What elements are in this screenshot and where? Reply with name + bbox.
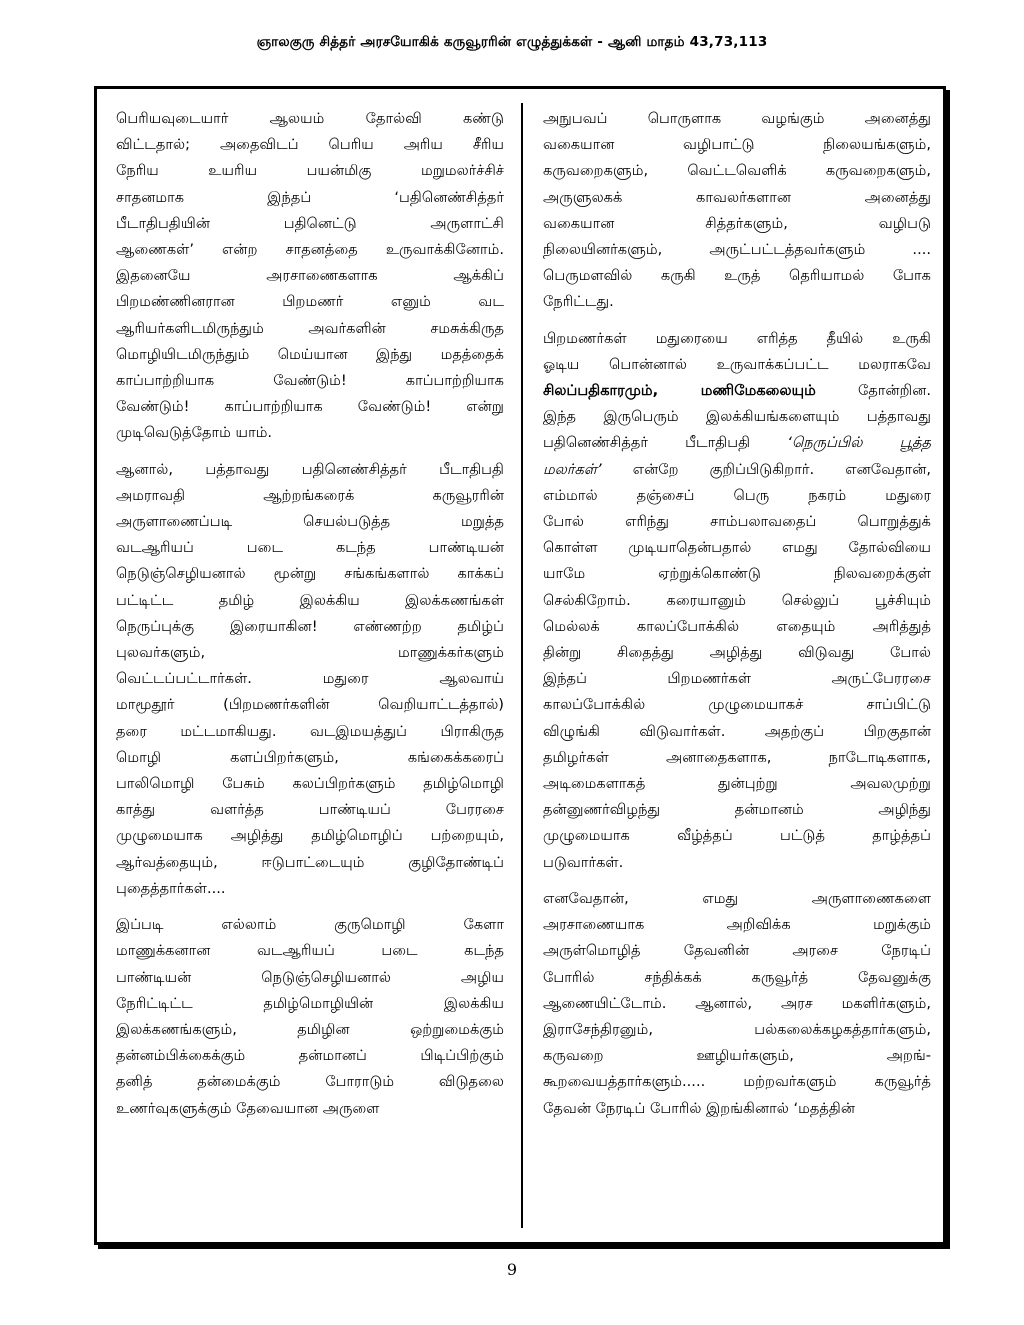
bold-title-phrase: சிலப்பதிகாரமும், மணிமேகலையும்: [543, 382, 816, 400]
paragraph-line: புலவர்களும், மாணுக்கர்களும்: [116, 644, 504, 662]
paragraph-line: நேரிய உயரிய பயன்மிகு மறுமலர்ச்சிச்: [116, 162, 504, 180]
page-frame: [94, 86, 946, 1245]
paragraph-line: மொழியிடமிருந்தும் மெய்யான இந்து மதத்தைக்: [116, 345, 504, 363]
right-paragraph-3: [543, 886, 931, 1122]
paragraph-line: இதனையே அரசாணைகளாக ஆக்கிப்: [116, 267, 504, 285]
paragraph-line: போல் எரிந்து சாம்பலாவதைப் பொறுத்துக்: [543, 513, 931, 531]
paragraph-line: கூறவையத்தார்களும்..... மற்றவர்களும் கருவூர்த்: [543, 1073, 931, 1091]
paragraph-line: தனித் தன்மைக்கும் போராடும் விடுதலை: [116, 1073, 504, 1091]
paragraph-line: அருள்மொழித் தேவனின் அரசை நேரடிப்: [543, 942, 931, 960]
paragraph-line: செல்கிறோம். கரையானும் செல்லுப் பூச்சியும்: [543, 591, 931, 609]
paragraph-line: பட்டிட்ட தமிழ் இலக்கிய இலக்கணங்கள்: [116, 591, 504, 609]
paragraph-line: காத்து வளர்த்த பாண்டியப் பேரரசை: [116, 801, 504, 819]
paragraph-line: முழுமையாக அழித்து தமிழ்மொழிப் பற்றையும்,: [116, 827, 504, 845]
paragraph-line: மொழி களப்பிறர்களும், கங்கைக்கரைப்: [116, 748, 504, 766]
paragraph-line: தின்று சிதைத்து அழித்து விடுவது போல்: [543, 644, 931, 662]
paragraph-line-with-italic: [543, 430, 931, 456]
paragraph-line: நெடுஞ்செழியனால் மூன்று சங்கங்களால் காக்கப்: [116, 565, 504, 583]
left-paragraph-1: [116, 106, 504, 447]
paragraph-line: பெரியவுடையார் ஆலயம் தோல்வி கண்டு: [116, 110, 504, 127]
paragraph-line: பிறமணர்கள் மதுரையை எரித்த தீயில் உருகி: [543, 329, 931, 347]
paragraph-line: தேவன் நேரடிப் போரில் இறங்கினால் ‘மதத்தின்: [543, 1099, 856, 1117]
paragraph-line: வடஆரியப் படை கடந்த பாண்டியன்: [116, 539, 504, 557]
paragraph-line: இந்தப் பிறமணர்கள் அருட்பேரரசை: [543, 670, 931, 688]
paragraph-line-with-bold: [543, 378, 931, 404]
paragraph-line: பிறமண்ணினரான பிறமணர் எனும் வட: [116, 293, 504, 311]
paragraph-line: விட்டதால்; அதைவிடப் பெரிய அரிய சீரிய: [116, 136, 504, 154]
paragraph-line: அமராவதி ஆற்றங்கரைக் கருவூரரின்: [116, 486, 504, 504]
running-header: ஞாலகுரு சித்தர் அரசயோகிக் கருவூரரின் எழுத்துக்கள் - ஆனி மாதம் 43,73,113: [256, 34, 768, 50]
paragraph-line: மெல்லக் காலப்போக்கில் எதையும் அரித்துத்: [543, 617, 931, 635]
paragraph-line: பாண்டியன் நெடுஞ்செழியனால் அழிய: [116, 968, 504, 986]
paragraph-line: கருவறைகளும், வெட்டவெளிக் கருவறைகளும்,: [543, 162, 931, 180]
paragraph-line-with-italic: [543, 457, 931, 483]
paragraph-line: இராசேந்திரனும், பல்கலைக்கழகத்தார்களும்,: [543, 1020, 931, 1038]
paragraph-line: முழுமையாக வீழ்த்தப் பட்டுத் தாழ்த்தப்: [543, 827, 931, 845]
paragraph-line: தன்னம்பிக்கைக்கும் தன்மானப் பிடிப்பிற்கும்: [116, 1047, 504, 1065]
paragraph-line: யாமே ஏற்றுக்கொண்டு நிலவறைக்குள்: [543, 565, 931, 583]
paragraph-line: அடிமைகளாகத் துன்புற்று அவலமுற்று: [543, 775, 931, 793]
paragraph-line: வெட்டப்பட்டார்கள். மதுரை ஆலவாய்: [116, 670, 504, 688]
paragraph-line: மாமூதூர் (பிறமணர்களின் வெறியாட்டத்தால்): [116, 696, 504, 714]
paragraph-line: ஓடிய பொன்னால் உருவாக்கப்பட்ட மலராகவே: [543, 355, 931, 373]
paragraph-line: ஆணைகள்’ என்ற சாதனத்தை உருவாக்கினோம்.: [116, 241, 504, 259]
right-paragraph-2: [543, 326, 931, 876]
paragraph-line: மாணுக்கனான வடஆரியப் படை கடந்த: [116, 942, 504, 960]
paragraph-line: முடிவெடுத்தோம் யாம்.: [116, 424, 273, 442]
paragraph-line: எம்மால் தஞ்சைப் பெரு நகரம் மதுரை: [543, 486, 931, 504]
paragraph-line: பெருமளவில் கருகி உருத் தெரியாமல் போக: [543, 267, 931, 285]
left-paragraph-3: [116, 912, 504, 1122]
paragraph-line: நெருப்புக்கு இரையாகின! எண்ணற்ற தமிழ்ப்: [116, 617, 504, 635]
paragraph-line: அருளுலகக் காவலர்களான அனைத்து: [543, 188, 931, 206]
paragraph-line: பாலிமொழி பேசும் கலப்பிறர்களும் தமிழ்மொழி: [116, 775, 504, 793]
paragraph-line: வேண்டும்! காப்பாற்றியாக வேண்டும்! என்று: [116, 398, 504, 416]
paragraph-line: ஆர்வத்தையும், ஈடுபாட்டையும் குழிதோண்டிப்: [116, 853, 504, 871]
paragraph-line: எனவேதான், எமது அருளாணைகளை: [543, 889, 931, 907]
text-fragment: தோன்றின.: [858, 382, 931, 400]
paragraph-line: விழுங்கி விடுவார்கள். அதற்குப் பிறகுதான்: [543, 722, 931, 740]
paragraph-line: அரசாணையாக அறிவிக்க மறுக்கும்: [543, 916, 931, 934]
paragraph-line: தமிழர்கள் அனாதைகளாக, நாடோடிகளாக,: [543, 748, 931, 766]
paragraph-line: இலக்கணங்களும், தமிழின ஒற்றுமைக்கும்: [116, 1020, 504, 1038]
paragraph-line: இந்த இருபெரும் இலக்கியங்களையும் பத்தாவது: [543, 408, 931, 426]
right-column: [543, 106, 931, 1132]
paragraph-line: காலப்போக்கில் முழுமையாகச் சாப்பிட்டு: [543, 696, 931, 714]
paragraph-line: கொள்ள முடியாதென்பதால் எமது தோல்வியை: [543, 539, 931, 557]
text-fragment: என்றே குறிப்பிடுகிறார். எனவேதான்,: [632, 460, 931, 478]
paragraph-line: காப்பாற்றியாக வேண்டும்! காப்பாற்றியாக: [116, 372, 504, 390]
paragraph-line: நேரிட்டிட்ட தமிழ்மொழியின் இலக்கிய: [116, 994, 504, 1012]
italic-quote-phrase: மலர்கள்’: [543, 460, 602, 478]
right-paragraph-1: [543, 106, 931, 316]
paragraph-line: படுவார்கள்.: [543, 853, 624, 871]
paragraph-line: அநுபவப் பொருளாக வழங்கும் அனைத்து: [543, 110, 931, 127]
paragraph-line: அருளாணைப்படி செயல்படுத்த மறுத்த: [116, 513, 504, 531]
page-number: 9: [506, 1260, 518, 1279]
column-divider: [521, 103, 523, 1228]
paragraph-line: ஆரியர்களிடமிருந்தும் அவர்களின் சமசுக்கிருத: [116, 319, 504, 337]
paragraph-line: உணர்வுகளுக்கும் தேவையான அருளை: [116, 1099, 380, 1117]
paragraph-line: ஆணையிட்டோம். ஆனால், அரச மகளிர்களும்,: [543, 994, 931, 1012]
paragraph-line: கருவறை ஊழியர்களும், அறங்-: [543, 1047, 931, 1065]
paragraph-line: வகையான சித்தர்களும், வழிபடு: [543, 214, 931, 232]
paragraph-line: தன்னுணர்விழந்து தன்மானம் அழிந்து: [543, 801, 931, 819]
text-fragment: பதினெண்சித்தர் பீடாதிபதி: [543, 434, 751, 452]
paragraph-line: சாதனமாக இந்தப் ‘பதினெண்சித்தர்: [116, 188, 504, 206]
left-paragraph-2: [116, 457, 504, 902]
paragraph-line: நேரிட்டது.: [543, 293, 614, 311]
italic-quote-phrase: ‘நெருப்பில் பூத்த: [787, 434, 931, 452]
paragraph-line: போரில் சந்திக்கக் கருவூர்த் தேவனுக்கு: [543, 968, 931, 986]
paragraph-line: ஆனால், பத்தாவது பதினெண்சித்தர் பீடாதிபதி: [116, 460, 504, 478]
paragraph-line: நிலையினர்களும், அருட்பட்டத்தவர்களும் ....: [543, 241, 931, 259]
paragraph-line: புதைத்தார்கள்....: [116, 879, 226, 897]
paragraph-line: வகையான வழிபாட்டு நிலையங்களும்,: [543, 136, 931, 154]
left-column: [116, 106, 504, 1132]
paragraph-line: பீடாதிபதியின் பதினெட்டு அருளாட்சி: [116, 214, 504, 232]
paragraph-line: தரை மட்டமாகியது. வடஇமயத்துப் பிராகிருத: [116, 722, 504, 740]
paragraph-line: இப்படி எல்லாம் குருமொழி கேளா: [116, 916, 504, 934]
